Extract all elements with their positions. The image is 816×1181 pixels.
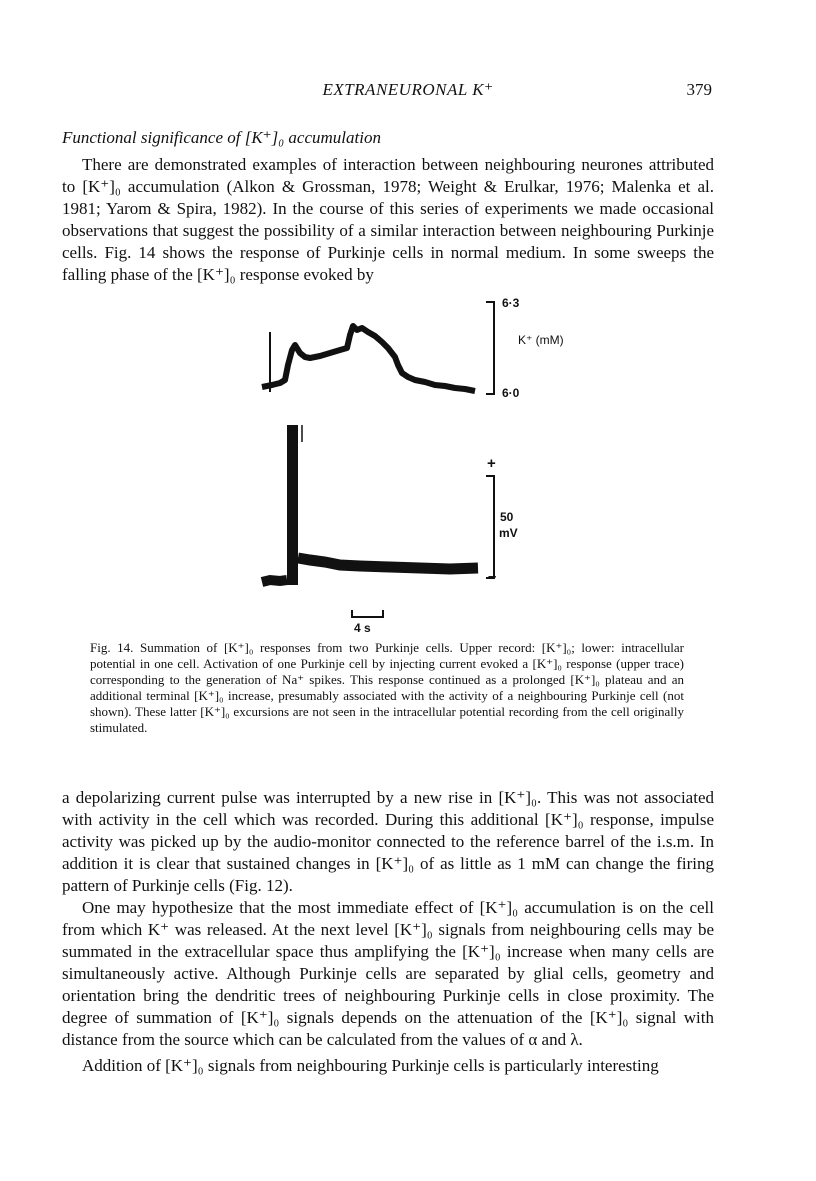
paragraph-1: There are demonstrated examples of interaction between neighbouring neurones attributed to [K⁺]₀ accumulation (Alkon & Grossman, 1978; Weight & Erulkar, 1976; Malenka et al. 1981; Yarom & Spira, 1982). In the course of this series of experiments we made occasional observations that suggest the possibility of a similar interaction between neighbouring Purkinje cells. Fig. 14 shows the response of Purkinje cells in normal medium. In some sweeps the falling phase of the [K⁺]₀ response evoked by xyxy=(62,155,714,284)
lower-plus-label: + xyxy=(487,455,496,472)
figure-14 xyxy=(250,290,580,635)
lower-scale-value-label: 50 xyxy=(500,510,514,524)
figure-caption: Fig. 14. Summation of [K⁺]₀ responses from two Purkinje cells. Upper record: [K⁺]₀; lower: intracellular potential in one cell. Activation of one Purkinje cell by injecting current evoked a [K⁺]₀ response (upper trace) corresponding to the generation of Na⁺ spikes. This response continued as a prolonged [K⁺]₀ plateau and an additional terminal [K⁺]₀ increase, presumably associated with the activity of a neighbouring Purkinje cell (not shown). These latter [K⁺]₀ excursions are not seen in the intracellular potential recording from the cell originally stimulated. xyxy=(90,640,684,735)
lower-spike-burst xyxy=(287,425,298,585)
page-header xyxy=(0,80,816,104)
upper-scale-bottom-label: 6·0 xyxy=(502,386,520,400)
lower-potential-trace xyxy=(262,580,287,582)
upper-scale-top-label: 6·3 xyxy=(502,296,520,310)
paragraph-3: One may hypothesize that the most immediate effect of [K⁺]₀ accumulation is on the cell from which K⁺ was released. At the next level [K⁺]₀ signals from neighbouring cells may be summated in the extracellular space thus amplifying the [K⁺]₀ increase when many cells are simultaneously active. Although Purkinje cells are separated by glial cells, geometry and orientation bring the dendritic trees of neighbouring Purkinje cells in close proximity. The degree of summation of [K⁺]₀ signals depends on the attenuation of the [K⁺]₀ signal with distance from the source which can be calculated from the values of α and λ. xyxy=(62,898,714,1049)
lower-minus-label: – xyxy=(488,568,497,585)
time-scale-label: 4 s xyxy=(354,621,371,635)
lower-scale-bar xyxy=(486,476,494,578)
page-number: 379 xyxy=(686,80,712,99)
running-title: EXTRANEURONAL K⁺ xyxy=(322,80,494,99)
upper-unit-label: K⁺ (mM) xyxy=(518,333,564,347)
paragraph-2: a depolarizing current pulse was interrupted by a new rise in [K⁺]₀. This was not associated with activity in the cell which was recorded. During this additional [K⁺]₀ response, impulse activity was picked up by the audio-monitor connected to the reference barrel of the i.s.m. In addition it is clear that sustained changes in [K⁺]₀ of as little as 1 mM can change the firing pattern of Purkinje cells (Fig. 12). xyxy=(62,788,714,895)
section-heading: Functional significance of [K⁺]₀ accumulation xyxy=(62,128,381,147)
lower-potential-trace-after xyxy=(298,558,478,569)
paragraph-4: Addition of [K⁺]₀ signals from neighbouring Purkinje cells is particularly interesting xyxy=(82,1056,659,1075)
time-scale-bar xyxy=(352,610,383,617)
upper-potassium-trace xyxy=(262,326,475,391)
upper-scale-bar xyxy=(486,302,494,394)
lower-scale-unit-label: mV xyxy=(499,526,518,540)
